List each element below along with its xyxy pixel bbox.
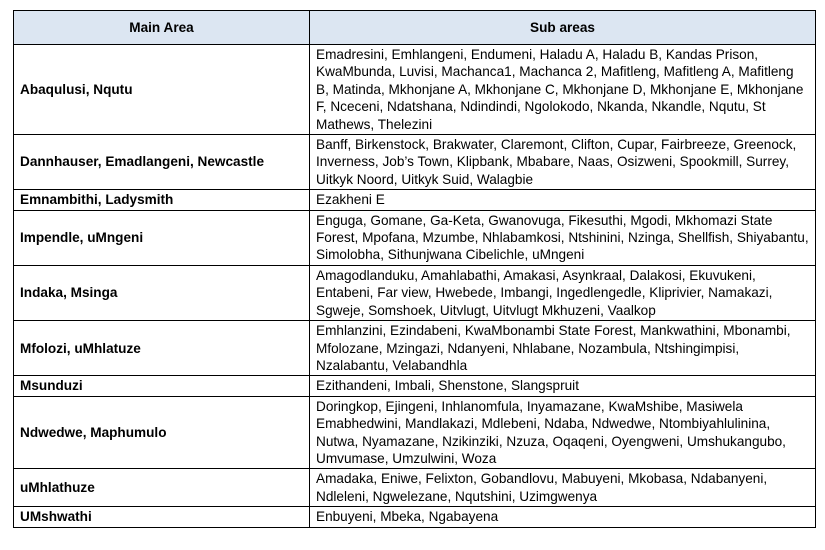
sub-areas-cell: Doringkop, Ejingeni, Inhlanomfula, Inyamazane, KwaMshibe, Masiwela Emabhedwini, Mandlakazi, Mdlebeni, Ndaba, Ndwedwe, Ntombiyahlulinina, Nutwa, Nyamazane, Nzikinziki, Nzuza, Oqaqeni, Oyengweni, Umshukangubo, Umvumase, Umzulwini, Woza: [310, 396, 816, 469]
header-sub-areas: Sub areas: [310, 11, 816, 45]
table-row: [14, 321, 816, 376]
sub-areas-cell: Emadresini, Emhlangeni, Endumeni, Haladu A, Haladu B, Kandas Prison, KwaMbunda, Luvisi, Machanca1, Machanca 2, Mafitleng, Mafitleng A, Mafitleng B, Matinda, Mkhonjane A, Mkhonjane C, Mkhonjane D, Mkhonjane E, Mkhonjane F, Nceceni, Ndatshana, Ndindindi, Ngolokodo, Nkanda, Nkandle, Nqutu, St Mathews, Thelezini: [310, 45, 816, 135]
sub-areas-cell: Enbuyeni, Mbeka, Ngabayena: [310, 507, 816, 527]
main-area-cell: Indaka, Msinga: [14, 265, 310, 320]
main-area-cell: Emnambithi, Ladysmith: [14, 190, 310, 210]
main-area-cell: Msunduzi: [14, 376, 310, 396]
main-area-cell: Mfolozi, uMhlatuze: [14, 321, 310, 376]
sub-areas-cell: Ezakheni E: [310, 190, 816, 210]
sub-areas-cell: Amadaka, Eniwe, Felixton, Gobandlovu, Mabuyeni, Mkobasa, Ndabanyeni, Ndleleni, Ngwelezane, Nqutshini, Uzimgwenya: [310, 469, 816, 507]
table-row: [14, 45, 816, 135]
main-area-cell: Ndwedwe, Maphumulo: [14, 396, 310, 469]
main-area-cell: uMhlathuze: [14, 469, 310, 507]
table-row: [14, 265, 816, 320]
sub-areas-cell: Enguga, Gomane, Ga-Keta, Gwanovuga, Fikesuthi, Mgodi, Mkhomazi State Forest, Mpofana, Mzumbe, Nhlabamkosi, Ntshinini, Nzinga, Shellfish, Shiyabantu, Simolobha, Sithunjwana Cibelichle, uMngeni: [310, 210, 816, 265]
table-row: [14, 396, 816, 469]
area-table-wrapper: [13, 10, 815, 528]
main-area-cell: UMshwathi: [14, 507, 310, 527]
table-row: [14, 210, 816, 265]
table-row: [14, 376, 816, 396]
table-header-row: [14, 11, 816, 45]
sub-areas-cell: Emhlanzini, Ezindabeni, KwaMbonambi State Forest, Mankwathini, Mbonambi, Mfolozane, Mzingazi, Ndanyeni, Nhlabane, Nozambula, Ntshingimpisi, Nzalabantu, Velabandhla: [310, 321, 816, 376]
header-main-area: Main Area: [14, 11, 310, 45]
sub-areas-cell: Amagodlanduku, Amahlabathi, Amakasi, Asynkraal, Dalakosi, Ekuvukeni, Entabeni, Far view, Hwebede, Imbangi, Ingedlengedle, Kliprivier, Namakazi, Sgweje, Somshoek, Uitvlugt, Uitvlugt Mkhuzeni, Vaalkop: [310, 265, 816, 320]
main-area-cell: Abaqulusi, Nqutu: [14, 45, 310, 135]
table-row: [14, 507, 816, 527]
main-area-cell: Impendle, uMngeni: [14, 210, 310, 265]
sub-areas-cell: Ezithandeni, Imbali, Shenstone, Slangspruit: [310, 376, 816, 396]
table-row: [14, 190, 816, 210]
sub-areas-cell: Banff, Birkenstock, Brakwater, Claremont, Clifton, Cupar, Fairbreeze, Greenock, Inverness, Job’s Town, Klipbank, Mbabare, Naas, Osizweni, Spookmill, Surrey, Uitkyk Noord, Uitkyk Suid, Walagbie: [310, 135, 816, 190]
area-table: [13, 10, 816, 528]
table-row: [14, 135, 816, 190]
table-row: [14, 469, 816, 507]
main-area-cell: Dannhauser, Emadlangeni, Newcastle: [14, 135, 310, 190]
